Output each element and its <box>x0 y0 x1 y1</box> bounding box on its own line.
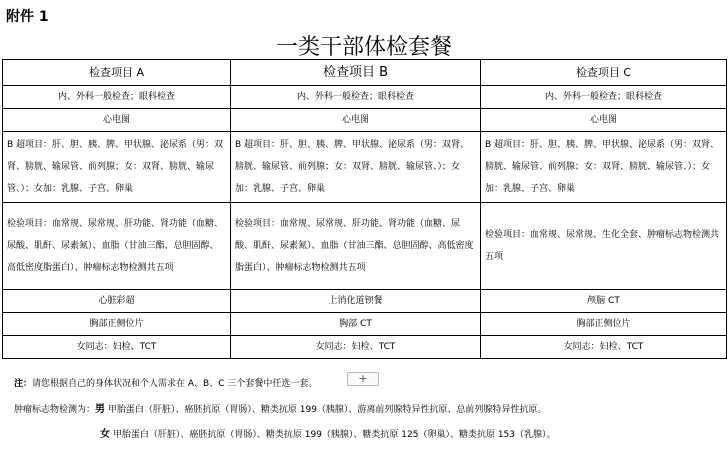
table-cell: 女同志：妇检、TCT <box>3 336 231 359</box>
male-markers: 甲胎蛋白（肝脏）、癌胚抗原（胃肠）、糖类抗原 199（胰腺）、游离前列腺特异性抗原、总前列腺特异性抗原。 <box>107 405 547 415</box>
table-cell: 内、外科一般检查；眼科检查 <box>3 86 231 109</box>
checkup-package-table <box>2 59 727 359</box>
table-cell: 内、外科一般检查；眼科检查 <box>231 86 481 109</box>
add-row-button[interactable]: + <box>347 372 379 386</box>
table-cell: 上消化道钡餐 <box>231 290 481 313</box>
table-cell: 检验项目：血常规、尿常规、肝功能、肾功能（血糖、尿酸、肌酐、尿素氮）、血脂（甘油三酯、总胆固醇、高低密度脂蛋白）、肿瘤标志物检测共五项 <box>3 203 231 290</box>
female-label: 女 <box>100 429 110 440</box>
column-header-b: 检查项目 B <box>231 60 481 86</box>
tumor-markers-female <box>100 429 556 441</box>
document-title: 一类干部体检套餐 <box>275 35 452 60</box>
tumor-markers-male <box>14 404 546 416</box>
markers-intro: 肿瘤标志物检测为： <box>14 405 96 415</box>
note-label: 注： <box>14 379 33 389</box>
male-label: 男 <box>95 404 106 415</box>
table-row <box>3 313 727 336</box>
column-header-a: 检查项目 A <box>3 60 231 86</box>
table-row <box>3 132 727 203</box>
table-cell: 心脏彩超 <box>3 290 231 313</box>
table-row <box>3 203 727 290</box>
table-cell: 女同志：妇检、TCT <box>481 336 727 359</box>
note-text: 请您根据自己的身体状况和个人需求在 A、B、C 三个套餐中任选一套。 <box>32 379 318 389</box>
table-cell: 心电图 <box>231 109 481 132</box>
column-header-c: 检查项目 C <box>481 60 727 86</box>
table-cell: B 超项目：肝、胆、胰、脾、甲状腺、泌尿系（男：双肾、膀胱、输尿管、前列腺；女：双肾、膀胱、输尿管、）；女加：乳腺、子宫、卵巢 <box>481 132 727 203</box>
selection-note <box>14 378 317 390</box>
table-cell: 心电图 <box>3 109 231 132</box>
table-cell: 胸部正侧位片 <box>481 313 727 336</box>
table-cell: 颅脑 CT <box>481 290 727 313</box>
female-markers: 甲胎蛋白（肝脏）、癌胚抗原（胃肠）、糖类抗原 199（胰腺）、糖类抗原 125（卵巢）、糖类抗原 153（乳腺）。 <box>112 430 556 440</box>
table-cell: 检验项目：血常规、尿常规、肝功能、肾功能（血糖、尿酸、肌酐、尿素氮）、血脂（甘油三酯、总胆固醇、高低密度脂蛋白）、肿瘤标志物检测共五项 <box>231 203 481 290</box>
table-cell: 胸部正侧位片 <box>3 313 231 336</box>
table-row <box>3 290 727 313</box>
table-cell: 内、外科一般检查；眼科检查 <box>481 86 727 109</box>
table-row <box>3 109 727 132</box>
table-cell: 女同志：妇检、TCT <box>231 336 481 359</box>
attachment-label: 附件 1 <box>6 9 49 25</box>
table-cell: B 超项目：肝、胆、胰、脾、甲状腺、泌尿系（男：双肾、膀胱、输尿管、前列腺；女：双肾、膀胱、输尿管、）；女加：乳腺、子宫、卵巢 <box>231 132 481 203</box>
table-cell: 心电图 <box>481 109 727 132</box>
table-row <box>3 86 727 109</box>
table-header-row <box>3 60 727 86</box>
table-cell: B 超项目：肝、胆、胰、脾、甲状腺、泌尿系（男：双肾、膀胱、输尿管、前列腺；女：双肾、膀胱、输尿管、）；女加：乳腺、子宫、卵巢 <box>3 132 231 203</box>
table-cell: 胸部 CT <box>231 313 481 336</box>
table-row <box>3 336 727 359</box>
table-cell: 检验项目：血常规、尿常规、生化全套、肿瘤标志物检测共五项 <box>481 203 727 290</box>
